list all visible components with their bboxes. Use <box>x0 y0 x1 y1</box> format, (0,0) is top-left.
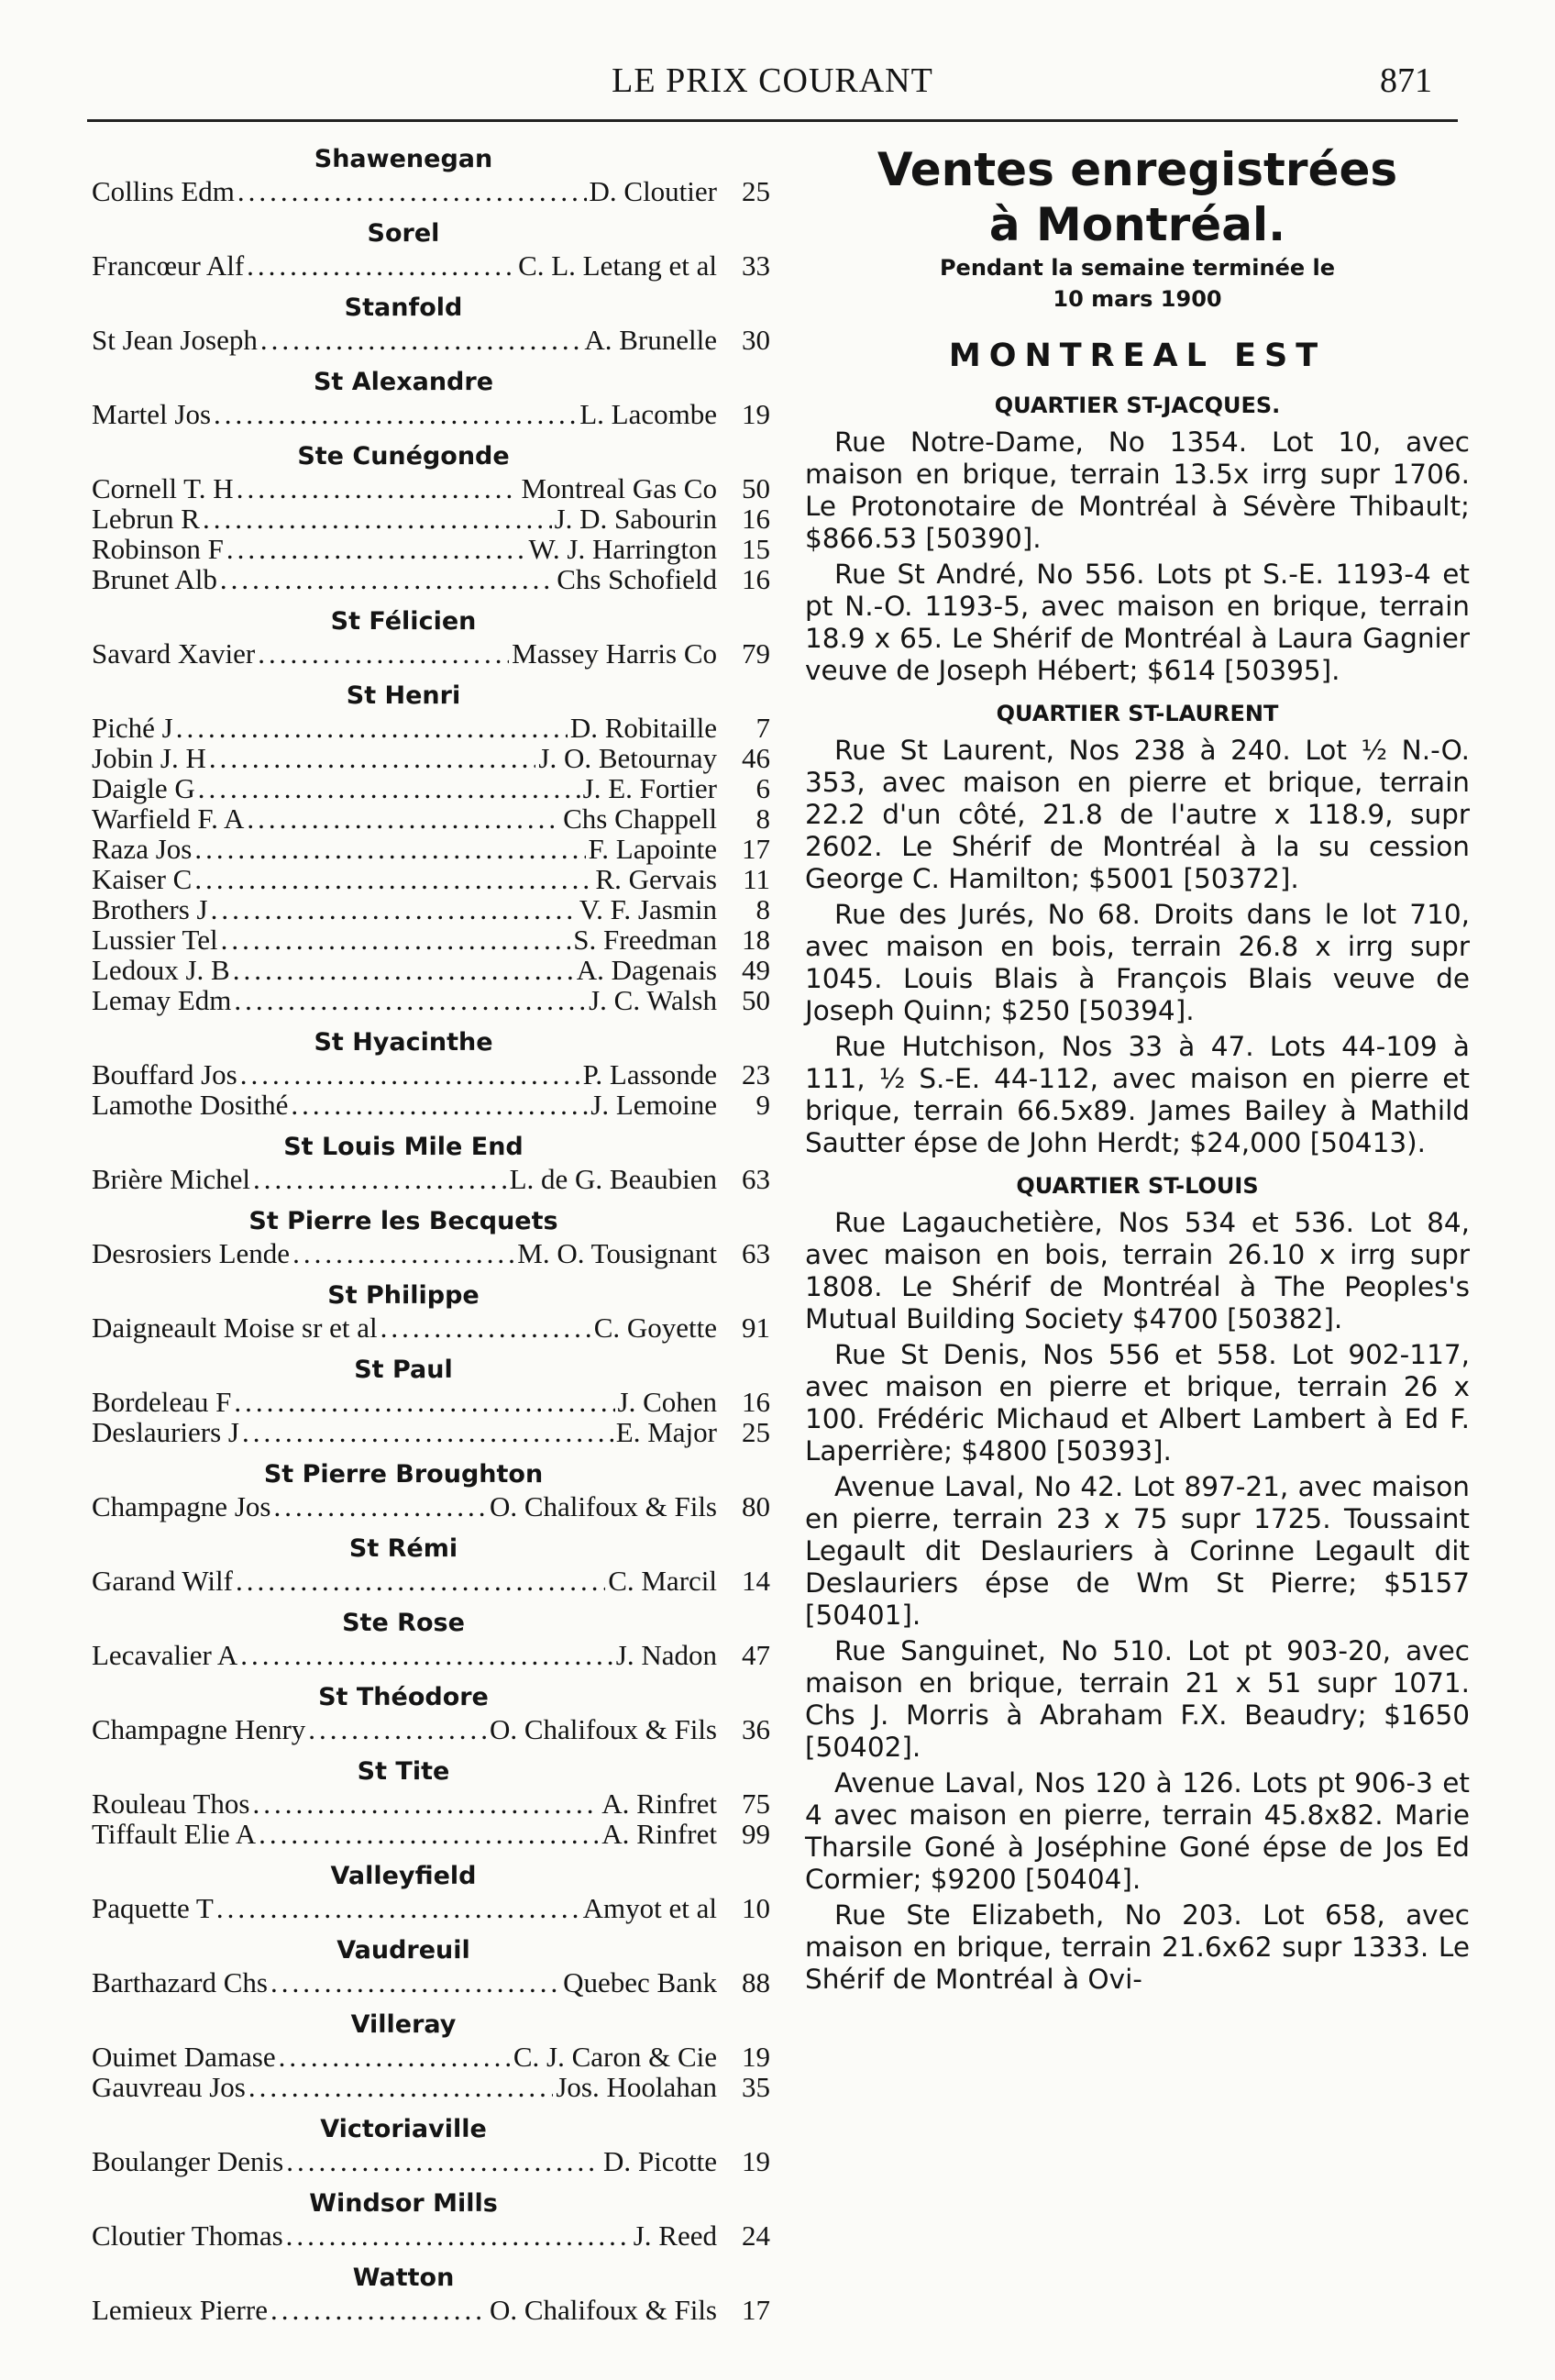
location-group <box>92 291 770 355</box>
defendant-name: Barthazard Chs <box>92 1966 268 1998</box>
judgment-entry <box>92 250 770 281</box>
case-number: 9 <box>755 1089 770 1121</box>
location-group <box>92 1204 770 1268</box>
plaintiff-name: J. E. Fortier <box>582 772 717 804</box>
dot-leader <box>234 1387 614 1417</box>
case-number: 7 <box>755 712 770 744</box>
location-heading: St Philippe <box>327 1281 480 1310</box>
dot-leader <box>253 1788 600 1819</box>
plaintiff-name: J. Reed <box>633 2219 717 2252</box>
dot-leader <box>248 2072 553 2102</box>
case-number: 63 <box>742 1163 770 1195</box>
location-group <box>92 2112 770 2176</box>
dot-leader <box>216 1893 580 1923</box>
location-group <box>92 1933 770 1998</box>
case-number: 14 <box>742 1565 770 1597</box>
plaintiff-name: J. Lemoine <box>590 1089 717 1121</box>
plaintiff-name: J. C. Walsh <box>589 984 717 1016</box>
sale-entry: Rue des Jurés, No 68. Droits dans le lot 710, avec maison en bois, terrain 26.8 x irrg supr 1045. Louis Blais à François Blais veuve de Joseph Quinn; $250 [50394]. <box>805 899 1470 1026</box>
location-heading: Villeray <box>350 2010 457 2039</box>
defendant-name: Piché J <box>92 712 173 744</box>
dot-leader <box>237 473 519 504</box>
case-number: 30 <box>742 324 770 356</box>
page-number: 871 <box>1380 61 1432 100</box>
defendant-name: Boulanger Denis <box>92 2145 284 2177</box>
case-number: 10 <box>742 1892 770 1924</box>
judgment-entry <box>92 773 770 803</box>
dot-leader <box>242 1417 613 1447</box>
dot-leader <box>194 834 585 864</box>
defendant-name: Jobin J. H <box>92 742 206 774</box>
sale-entry: Rue Notre-Dame, No 1354. Lot 10, avec maison en brique, terrain 13.5x irrg supr 1706. Le Protonotaire de Montréal à Sévère Thibault; $866.53 [50390]. <box>805 426 1470 554</box>
plaintiff-name: C. Goyette <box>593 1312 717 1344</box>
case-number: 15 <box>742 533 770 565</box>
defendant-name: Paquette T <box>92 1892 214 1924</box>
case-number: 16 <box>742 1386 770 1418</box>
location-heading: Windsor Mills <box>309 2189 498 2218</box>
plaintiff-name: E. Major <box>615 1416 717 1448</box>
location-heading: St Pierre les Becquets <box>248 1207 558 1235</box>
defendant-name: Tiffault Elie A <box>92 1818 257 1850</box>
dot-leader <box>198 773 580 803</box>
location-heading: St Henri <box>346 681 461 710</box>
dot-leader <box>247 803 560 834</box>
location-group <box>92 1859 770 1923</box>
case-number: 80 <box>742 1490 770 1522</box>
case-number: 8 <box>755 893 770 925</box>
running-title: LE PRIX COURANT <box>612 61 933 100</box>
defendant-name: Lamothe Dosithé <box>92 1089 289 1121</box>
district-heading: MONTREAL EST <box>948 338 1327 374</box>
ventes-title-line1: Ventes enregistrées <box>877 143 1398 196</box>
sale-entry: Avenue Laval, Nos 120 à 126. Lots pt 906-3 et 4 avec maison en pierre, terrain 45.8x82. Marie Tharsile Goné à Joséphine Goné épse de Jos Ed Cormier; $9200 [50404]. <box>805 1767 1470 1895</box>
location-group <box>92 679 770 1015</box>
plaintiff-name: D. Cloutier <box>589 175 717 207</box>
case-number: 46 <box>742 742 770 774</box>
dot-leader <box>176 713 568 743</box>
location-list <box>92 142 770 2325</box>
judgment-entry <box>92 1417 770 1447</box>
defendant-name: Bordeleau F <box>92 1386 232 1418</box>
case-number: 23 <box>742 1058 770 1090</box>
ventes-title-line2: à Montréal. <box>988 198 1286 251</box>
dot-leader <box>270 2295 487 2325</box>
sale-entry: Rue Ste Elizabeth, No 203. Lot 658, avec maison en brique, terrain 21.6x62 supr 1333. Le Shérif de Montréal à Ovi- <box>805 1899 1470 1995</box>
judgment-entry <box>92 2295 770 2325</box>
sales-column <box>805 142 1470 2325</box>
location-heading: Vaudreuil <box>336 1936 470 1965</box>
dot-leader <box>240 1640 613 1670</box>
location-group <box>92 2186 770 2251</box>
case-number: 6 <box>755 772 770 804</box>
defendant-name: Daigle G <box>92 772 195 804</box>
judgment-entry <box>92 1819 770 1849</box>
dot-leader <box>247 250 515 281</box>
plaintiff-name: D. Robitaille <box>569 712 717 744</box>
dot-leader <box>237 176 587 206</box>
defendant-name: Desrosiers Lende <box>92 1237 291 1269</box>
judgment-entry <box>92 834 770 864</box>
location-heading: St Alexandre <box>313 368 494 396</box>
dot-leader <box>270 1967 560 1998</box>
defendant-name: Savard Xavier <box>92 637 256 670</box>
judgment-entry <box>92 325 770 355</box>
sales-sections <box>805 386 1470 1996</box>
plaintiff-name: L. de G. Beaubien <box>509 1163 717 1195</box>
defendant-name: Lussier Tel <box>92 924 218 956</box>
plaintiff-name: A. Rinfret <box>601 1818 717 1850</box>
quartier-heading: QUARTIER ST-LAURENT <box>996 701 1279 726</box>
dot-leader <box>308 1714 487 1744</box>
plaintiff-name: Amyot et al <box>582 1892 717 1924</box>
case-number: 24 <box>742 2219 770 2252</box>
dot-leader <box>209 743 536 773</box>
case-number: 8 <box>755 803 770 835</box>
location-group <box>92 1025 770 1120</box>
judgment-entry <box>92 399 770 429</box>
dot-leader <box>234 985 586 1015</box>
defendant-name: Francœur Alf <box>92 249 245 282</box>
quartier-heading: QUARTIER ST-JACQUES. <box>994 393 1281 418</box>
dot-leader <box>240 1059 580 1090</box>
plaintiff-name: S. Freedman <box>573 924 717 956</box>
judgment-entry <box>92 1967 770 1998</box>
case-number: 49 <box>742 954 770 986</box>
location-heading: St Paul <box>354 1356 453 1384</box>
defendant-name: Bouffard Jos <box>92 1058 237 1090</box>
judgment-entry <box>92 473 770 504</box>
dot-leader <box>291 1090 588 1120</box>
judgment-entry <box>92 955 770 985</box>
plaintiff-name: J. Nadon <box>615 1639 717 1671</box>
plaintiff-name: A. Dagenais <box>576 954 717 986</box>
judgment-entry <box>92 2042 770 2072</box>
sale-entry: Rue St Denis, Nos 556 et 558. Lot 902-117, avec maison en pierre et brique, terrain 26 x 100. Frédéric Michaud et Albert Lambert à Ed F. Laperrière; $4800 [50393]. <box>805 1339 1470 1467</box>
plaintiff-name: C. J. Caron & Cie <box>513 2041 717 2073</box>
judgment-entry <box>92 2072 770 2102</box>
location-group <box>92 1755 770 1849</box>
dot-leader <box>233 955 574 985</box>
defendant-name: Ledoux J. B <box>92 954 230 986</box>
plaintiff-name: J. D. Sabourin <box>554 503 717 535</box>
defendant-name: Robinson F <box>92 533 224 565</box>
defendant-name: Garand Wilf <box>92 1565 233 1597</box>
plaintiff-name: W. J. Harrington <box>528 533 717 565</box>
dot-leader <box>194 864 592 894</box>
location-heading: St Tite <box>357 1757 450 1786</box>
case-number: 19 <box>742 2041 770 2073</box>
judgment-entry <box>92 803 770 834</box>
plaintiff-name: A. Rinfret <box>601 1788 717 1820</box>
case-number: 18 <box>742 924 770 956</box>
case-number: 17 <box>742 833 770 865</box>
defendant-name: Champagne Henry <box>92 1713 306 1745</box>
location-group <box>92 142 770 206</box>
judgment-entry <box>92 864 770 894</box>
judgment-entry <box>92 534 770 564</box>
judgment-entry <box>92 2146 770 2176</box>
defendant-name: Kaiser C <box>92 863 193 895</box>
location-heading: Ste Rose <box>342 1609 465 1637</box>
judgment-entry <box>92 1640 770 1670</box>
case-number: 50 <box>742 472 770 504</box>
location-group <box>92 2008 770 2102</box>
location-heading: St Pierre Broughton <box>263 1460 544 1489</box>
dot-leader <box>221 924 571 955</box>
case-number: 16 <box>742 503 770 535</box>
location-group <box>92 216 770 281</box>
case-number: 75 <box>742 1788 770 1820</box>
dot-leader <box>259 1819 599 1849</box>
location-heading: Victoriaville <box>320 2115 487 2143</box>
judgment-entry <box>92 1238 770 1268</box>
sale-entry: Avenue Laval, No 42. Lot 897-21, avec maison en pierre, terrain 23 x 75 supr 1725. Toussaint Legault dit Deslauriers à Corinne Legault dit Deslauriers épse de Wm St Pierre; $5157 [50401]. <box>805 1471 1470 1631</box>
location-heading: St Rémi <box>348 1534 458 1563</box>
plaintiff-name: Montreal Gas Co <box>521 472 717 504</box>
dot-leader <box>380 1312 591 1343</box>
dot-leader <box>286 2146 601 2176</box>
dot-leader <box>253 1164 507 1194</box>
dot-leader <box>260 325 582 355</box>
defendant-name: Cloutier Thomas <box>92 2219 283 2252</box>
location-group <box>92 604 770 669</box>
case-number: 16 <box>742 563 770 595</box>
location-group <box>92 1606 770 1670</box>
defendant-name: Lemieux Pierre <box>92 2294 268 2326</box>
defendant-name: Collins Edm <box>92 175 235 207</box>
case-number: 63 <box>742 1237 770 1269</box>
plaintiff-name: V. F. Jasmin <box>579 893 717 925</box>
plaintiff-name: Chs Schofield <box>557 563 717 595</box>
plaintiff-name: F. Lapointe <box>588 833 717 865</box>
location-heading: Sorel <box>367 219 440 248</box>
dot-leader <box>258 638 509 669</box>
dot-leader <box>236 1566 605 1596</box>
defendant-name: Brothers J <box>92 893 208 925</box>
judgments-column <box>92 142 770 2325</box>
dot-leader <box>211 894 577 924</box>
case-number: 19 <box>742 2145 770 2177</box>
judgment-entry <box>92 504 770 534</box>
judgment-entry <box>92 743 770 773</box>
location-heading: St Louis Mile End <box>283 1133 524 1161</box>
sale-entry: Rue Hutchison, Nos 33 à 47. Lots 44-109 à 111, ½ S.-E. 44-112, avec maison en pierre et brique, terrain 66.5x89. James Bailey à Mathild Sautter épse de John Herdt; $24,000 [50413). <box>805 1031 1470 1158</box>
location-group <box>92 1680 770 1744</box>
defendant-name: Daigneault Moise sr et al <box>92 1312 378 1344</box>
judgment-entry <box>92 2220 770 2251</box>
location-heading: St Théodore <box>318 1683 489 1711</box>
judgment-entry <box>92 1893 770 1923</box>
dot-leader <box>292 1238 514 1268</box>
sale-entry: Rue Sanguinet, No 510. Lot pt 903-20, avec maison en brique, terrain 21 x 51 supr 1071. Chs J. Morris à Abraham F.X. Beaudry; $1650 [50402]. <box>805 1635 1470 1763</box>
dot-leader <box>286 2220 631 2251</box>
defendant-name: Brunet Alb <box>92 563 217 595</box>
location-group <box>92 1532 770 1596</box>
case-number: 35 <box>742 2071 770 2103</box>
defendant-name: St Jean Joseph <box>92 324 258 356</box>
judgment-entry <box>92 176 770 206</box>
dot-leader <box>273 1491 487 1522</box>
case-number: 11 <box>743 863 770 895</box>
location-heading: Shawenegan <box>314 145 493 173</box>
judgment-entry <box>92 1788 770 1819</box>
location-heading: Ste Cunégonde <box>297 442 510 470</box>
judgment-entry <box>92 1164 770 1194</box>
defendant-name: Lemay Edm <box>92 984 232 1016</box>
case-number: 25 <box>742 1416 770 1448</box>
defendant-name: Lecavalier A <box>92 1639 238 1671</box>
plaintiff-name: L. Lacombe <box>579 398 717 430</box>
sale-entry: Rue St André, No 556. Lots pt S.-E. 1193-4 et pt N.-O. 1193-5, avec maison en brique, terrain 18.9 x 65. Le Shérif de Montréal à Laura Gagnier veuve de Joseph Hébert; $614 [50395]. <box>805 559 1470 686</box>
plaintiff-name: M. O. Tousignant <box>517 1237 717 1269</box>
defendant-name: Lebrun R <box>92 503 200 535</box>
plaintiff-name: J. O. Betournay <box>538 742 717 774</box>
plaintiff-name: Quebec Bank <box>563 1966 717 1998</box>
case-number: 25 <box>742 175 770 207</box>
ventes-subtitle-line2: 10 mars 1900 <box>1053 286 1222 312</box>
case-number: 33 <box>742 249 770 282</box>
judgment-entry <box>92 1566 770 1596</box>
case-number: 47 <box>742 1639 770 1671</box>
ventes-subtitle-line1: Pendant la semaine terminée le <box>939 255 1336 281</box>
case-number: 19 <box>742 398 770 430</box>
judgment-entry <box>92 564 770 594</box>
location-group <box>92 365 770 429</box>
plaintiff-name: A. Brunelle <box>584 324 717 356</box>
sale-entry: Rue Lagauchetière, Nos 534 et 536. Lot 84, avec maison en bois, terrain 26.10 x irrg supr 1808. Le Shérif de Montréal à The Peoples's Mutual Building Society $4700 [50382]. <box>805 1207 1470 1334</box>
location-group <box>92 1279 770 1343</box>
judgment-entry <box>92 1387 770 1417</box>
judgment-entry <box>92 1491 770 1522</box>
plaintiff-name: Jos. Hoolahan <box>556 2071 717 2103</box>
location-heading: St Félicien <box>330 607 477 636</box>
defendant-name: Gauvreau Jos <box>92 2071 246 2103</box>
defendant-name: Cornell T. H <box>92 472 234 504</box>
location-group <box>92 1130 770 1194</box>
defendant-name: Raza Jos <box>92 833 193 865</box>
judgment-entry <box>92 894 770 924</box>
plaintiff-name: Massey Harris Co <box>512 637 717 670</box>
header-rule <box>87 119 1458 122</box>
dot-leader <box>279 2042 511 2072</box>
location-group <box>92 2261 770 2325</box>
plaintiff-name: O. Chalifoux & Fils <box>489 2294 717 2326</box>
location-heading: St Hyacinthe <box>314 1028 493 1057</box>
defendant-name: Champagne Jos <box>92 1490 271 1522</box>
plaintiff-name: O. Chalifoux & Fils <box>489 1490 717 1522</box>
defendant-name: Warfield F. A <box>92 803 245 835</box>
plaintiff-name: D. Picotte <box>603 2145 717 2177</box>
plaintiff-name: P. Lassonde <box>582 1058 717 1090</box>
judgment-entry <box>92 638 770 669</box>
judgment-entry <box>92 1312 770 1343</box>
defendant-name: Ouimet Damase <box>92 2041 276 2073</box>
judgment-entry <box>92 1059 770 1090</box>
page-header <box>87 53 1458 106</box>
plaintiff-name: Chs Chappell <box>563 803 717 835</box>
judgment-entry <box>92 985 770 1015</box>
plaintiff-name: R. Gervais <box>595 863 717 895</box>
dot-leader <box>226 534 526 564</box>
plaintiff-name: C. Marcil <box>608 1565 717 1597</box>
defendant-name: Brière Michel <box>92 1163 251 1195</box>
judgment-entry <box>92 1090 770 1120</box>
dot-leader <box>220 564 554 594</box>
sale-entry: Rue St Laurent, Nos 238 à 240. Lot ½ N.-O. 353, avec maison en pierre et brique, terrain 22.2 d'un côté, 21.8 de l'autre x 118.9, supr 2602. Le Shérif de Montréal à la su cession George C. Hamilton; $5001 [50372]. <box>805 735 1470 894</box>
case-number: 79 <box>742 637 770 670</box>
quartier-heading: QUARTIER ST-LOUIS <box>1016 1173 1259 1199</box>
plaintiff-name: J. Cohen <box>617 1386 717 1418</box>
case-number: 50 <box>742 984 770 1016</box>
case-number: 36 <box>742 1713 770 1745</box>
dot-leader <box>214 399 577 429</box>
case-number: 99 <box>742 1818 770 1850</box>
location-group <box>92 439 770 594</box>
location-group <box>92 1353 770 1447</box>
case-number: 88 <box>742 1966 770 1998</box>
judgment-entry <box>92 924 770 955</box>
case-number: 91 <box>742 1312 770 1344</box>
judgment-entry <box>92 1714 770 1744</box>
defendant-name: Martel Jos <box>92 398 212 430</box>
case-number: 17 <box>742 2294 770 2326</box>
dot-leader <box>203 504 552 534</box>
defendant-name: Deslauriers J <box>92 1416 239 1448</box>
location-heading: Watton <box>352 2264 455 2292</box>
location-heading: Valleyfield <box>330 1862 477 1890</box>
defendant-name: Rouleau Thos <box>92 1788 250 1820</box>
judgment-entry <box>92 713 770 743</box>
location-heading: Stanfold <box>344 293 463 322</box>
location-group <box>92 1457 770 1522</box>
plaintiff-name: C. L. Letang et al <box>518 249 717 282</box>
plaintiff-name: O. Chalifoux & Fils <box>489 1713 717 1745</box>
